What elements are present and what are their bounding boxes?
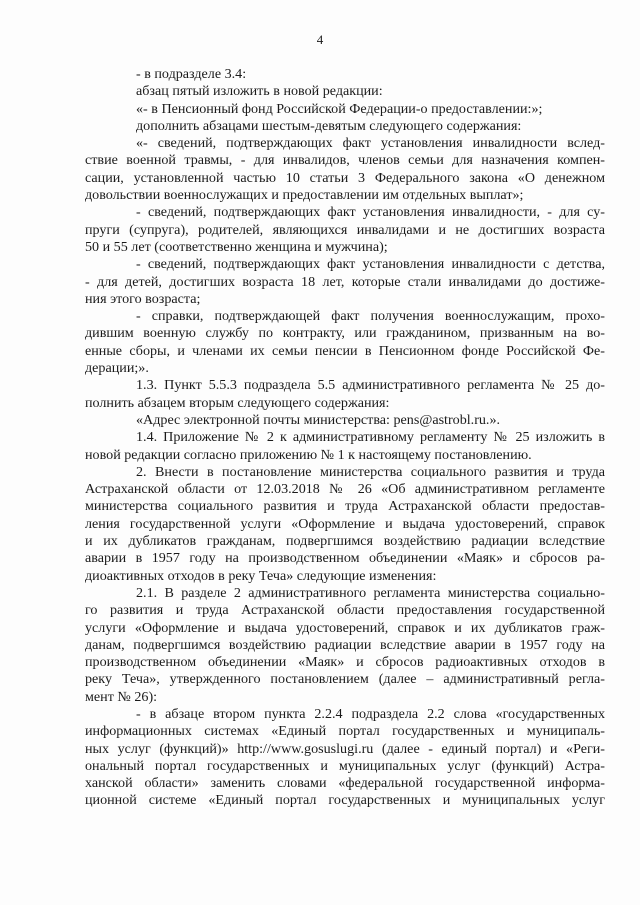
text-line: «- сведений, подтверждающих факт установления инвалидности вслед- [136, 135, 605, 152]
text-line: реку Теча», утвержденного постановлением (далее – административный регла- [85, 671, 605, 688]
text-line: довольствии военнослужащих и предоставлении им отдельных выплат»; [85, 187, 524, 204]
text-line: го развития и труда Астраханской области предоставления государственной [85, 602, 605, 619]
text-line: информационных системах «Единый портал государственных и муниципаль- [85, 723, 605, 740]
text-line: - справки, подтверждающей факт получения военнослужащим, прохо- [136, 308, 605, 325]
text-line: данам, подвергшимся воздействию радиации вследствие аварии в 1957 году на [85, 636, 605, 653]
text-line: пруги (супруга), родителей, являющихся инвалидами и не достигших возраста [85, 221, 605, 238]
text-line: - в подразделе 3.4: [136, 66, 247, 82]
text-line: абзац пятый изложить в новой редакции: [136, 83, 383, 100]
text-line: - сведений, подтверждающих факт установления инвалидности с детства, [136, 256, 605, 273]
text-line: 2. Внести в постановление министерства социального развития и труда [136, 463, 605, 480]
text-line: - сведений, подтверждающих факт установления инвалидности, - для су- [136, 204, 605, 221]
text-line: диоактивных отходов в реку Теча» следующие изменения: [85, 567, 437, 584]
text-line: мент № 26): [85, 688, 158, 705]
text-line: 1.4. Приложение № 2 к административному регламенту № 25 изложить в [136, 429, 605, 446]
text-line: дерации;». [85, 360, 149, 377]
text-line: полнить абзацем вторым следующего содержания: [85, 394, 390, 411]
text-line: 50 и 55 лет (соответственно женщина и мужчина); [85, 238, 388, 255]
text-line: - для детей, достигших возраста 18 лет, которые стали инвалидами до достиже- [85, 273, 605, 290]
text-line: дополнить абзацами шестым-девятым следующего содержания: [136, 117, 522, 134]
text-line: сации, установленной частью 10 статьи 3 Федерального закона «О денежном [85, 169, 605, 186]
text-line: «- в Пенсионный фонд Российской Федерации-о предоставлении:»; [136, 100, 543, 117]
text-line: 1.3. Пункт 5.5.3 подраздела 5.5 административного регламента № 25 до- [136, 377, 605, 394]
text-line: 2.1. В разделе 2 административного регламента министерства социально- [136, 584, 605, 601]
text-line: ных услуг (функций)» http://www.gosuslugi.ru (далее - единый портал) и «Реги- [85, 740, 605, 757]
text-line: министерства социального развития и труда Астраханской области предостав- [85, 498, 605, 515]
text-line: Астраханской области от 12.03.2018 № 26 «Об административном регламенте [85, 481, 605, 498]
text-line: ханской области» заменить словами «федеральной государственной информа- [85, 775, 605, 792]
text-line: ональный портал государственных и муниципальных услуг (функций) Астра- [85, 757, 605, 774]
document-body [85, 66, 605, 810]
text-line: дившим военную службу по контракту, или гражданином, призванным на во- [85, 325, 605, 342]
page-number: 4 [316, 32, 324, 47]
text-line: енные сборы, и членами их семьи пенсии в Пенсионном фонде Российской Фе- [85, 342, 605, 359]
text-line: ствие военной травмы, - для инвалидов, членов семьи для назначения компен- [85, 152, 605, 169]
text-line: ления государственной услуги «Оформление и выдача удостоверений, справок [85, 515, 605, 532]
text-line: - в абзаце втором пункта 2.2.4 подраздела 2.2 слова «государственных [136, 705, 605, 722]
text-line: и их дубликатов гражданам, подвергшимся воздействию радиации вследствие [85, 533, 605, 550]
text-line: производственном объединении «Маяк» и сбросов радиоактивных отходов в [85, 654, 605, 671]
text-line: услуги «Оформление и выдача удостоверений, справок и их дубликатов граж- [85, 619, 605, 636]
text-line: ния этого возраста; [85, 290, 201, 307]
text-line: аварии в 1957 году на производственном объединении «Маяк» и сбросов ра- [85, 550, 605, 567]
text-line: «Адрес электронной почты министерства: pens@astrobl.ru.». [136, 411, 501, 428]
text-line: ционной системе «Единый портал государственных и муниципальных услуг [85, 792, 605, 809]
text-line: новой редакции согласно приложению № 1 к настоящему постановлению. [85, 446, 532, 463]
